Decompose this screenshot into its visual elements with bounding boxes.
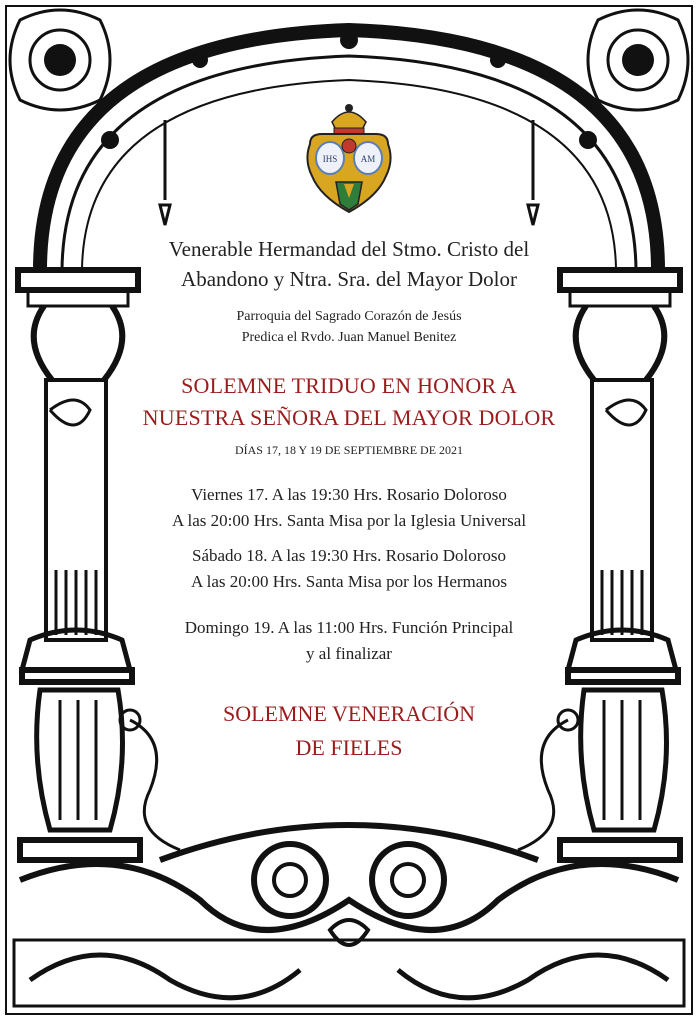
triduo-heading-line-2: NUESTRA SEÑORA DEL MAYOR DOLOR <box>142 405 556 430</box>
brotherhood-crest <box>300 100 398 218</box>
triduo-heading <box>108 370 590 434</box>
schedule-line: Viernes 17. A las 19:30 Hrs. Rosario Doloroso <box>191 485 507 504</box>
triduo-dates: DÍAS 17, 18 Y 19 DE SEPTIEMBRE DE 2021 <box>234 443 464 457</box>
crest-monogram-right: AM <box>360 154 376 164</box>
schedule-friday <box>108 482 590 534</box>
parish-info <box>108 306 590 348</box>
schedule-line: A las 20:00 Hrs. Santa Misa por la Iglesia Universal <box>171 511 527 530</box>
brotherhood-title-line-1: Venerable Hermandad del Stmo. Cristo del <box>168 237 530 261</box>
veneration-heading-line-2: DE FIELES <box>295 735 403 760</box>
schedule-line: A las 20:00 Hrs. Santa Misa por los Hermanos <box>191 572 507 591</box>
schedule-saturday <box>108 543 590 595</box>
schedule-line: Domingo 19. A las 11:00 Hrs. Función Principal <box>184 618 514 637</box>
triduo-heading-line-1: SOLEMNE TRIDUO EN HONOR A <box>181 373 517 398</box>
schedule-sunday <box>108 615 590 667</box>
veneration-heading <box>108 697 590 765</box>
preacher-name: Predica el Rvdo. Juan Manuel Benitez <box>241 330 457 345</box>
schedule-line: y al finalizar <box>306 644 392 663</box>
brotherhood-title-line-2: Abandono y Ntra. Sra. del Mayor Dolor <box>181 267 517 291</box>
schedule-line: Sábado 18. A las 19:30 Hrs. Rosario Doloroso <box>191 546 507 565</box>
crest-monogram-left: IHS <box>322 154 338 164</box>
brotherhood-title <box>108 234 590 294</box>
veneration-heading-line-1: SOLEMNE VENERACIÓN <box>223 701 475 726</box>
parish-name: Parroquia del Sagrado Corazón de Jesús <box>236 309 462 324</box>
